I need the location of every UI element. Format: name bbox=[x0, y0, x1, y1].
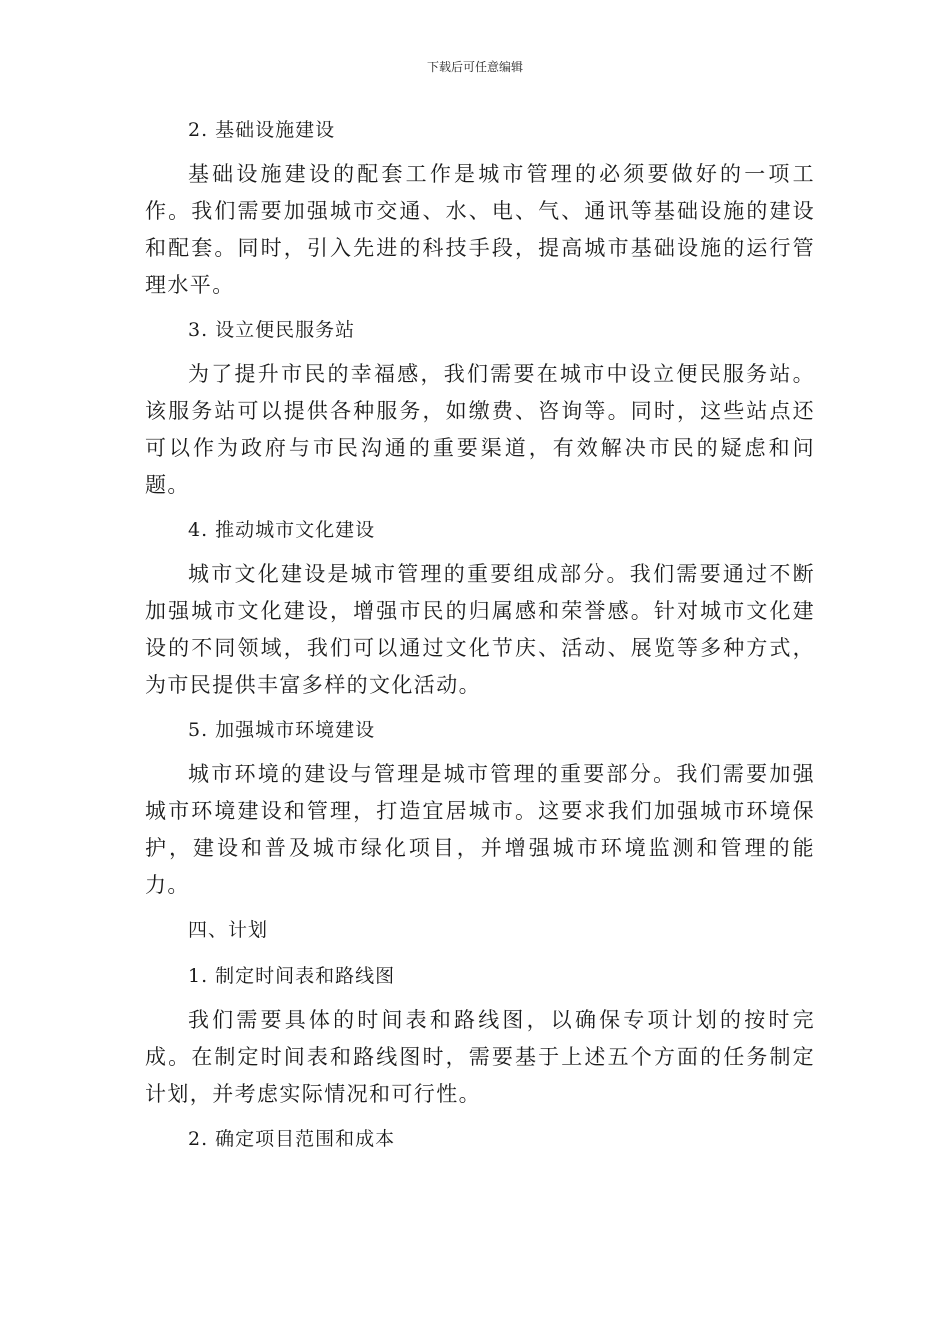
section-heading-infrastructure: 2. 基础设施建设 bbox=[188, 119, 336, 141]
section-paragraph-culture: 城市文化建设是城市管理的重要组成部分。我们需要通过不断加强城市文化建设，增强市民的归属感和荣誉感。针对城市文化建设的不同领域，我们可以通过文化节庆、活动、展览等多种方式，为市民提供丰富多样的文化活动。 bbox=[145, 562, 815, 697]
plan-item-heading-timeline: 1. 制定时间表和路线图 bbox=[188, 965, 396, 987]
section-heading-service-station: 3. 设立便民服务站 bbox=[188, 319, 356, 341]
plan-heading: 四、计划 bbox=[188, 919, 269, 941]
section-paragraph-infrastructure: 基础设施建设的配套工作是城市管理的必须要做好的一项工作。我们需要加强城市交通、水、电、气、通讯等基础设施的建设和配套。同时，引入先进的科技手段，提高城市基础设施的运行管理水平。 bbox=[145, 162, 815, 297]
section-heading-environment: 5. 加强城市环境建设 bbox=[188, 719, 376, 741]
document-body bbox=[145, 110, 815, 1165]
plan-item-heading-scope-cost: 2. 确定项目范围和成本 bbox=[188, 1128, 396, 1150]
section-heading-culture: 4. 推动城市文化建设 bbox=[188, 519, 376, 541]
section-paragraph-environment: 城市环境的建设与管理是城市管理的重要部分。我们需要加强城市环境建设和管理，打造宜居城市。这要求我们加强城市环境保护，建设和普及城市绿化项目，并增强城市环境监测和管理的能力。 bbox=[145, 762, 815, 897]
header-note: 下载后可任意编辑 bbox=[426, 60, 523, 74]
section-paragraph-service-station: 为了提升市民的幸福感，我们需要在城市中设立便民服务站。该服务站可以提供各种服务，如缴费、咨询等。同时，这些站点还可以作为政府与市民沟通的重要渠道，有效解决市民的疑虑和问题。 bbox=[145, 362, 815, 497]
plan-item-paragraph-timeline: 我们需要具体的时间表和路线图，以确保专项计划的按时完成。在制定时间表和路线图时，需要基于上述五个方面的任务制定计划，并考虑实际情况和可行性。 bbox=[145, 1008, 815, 1106]
